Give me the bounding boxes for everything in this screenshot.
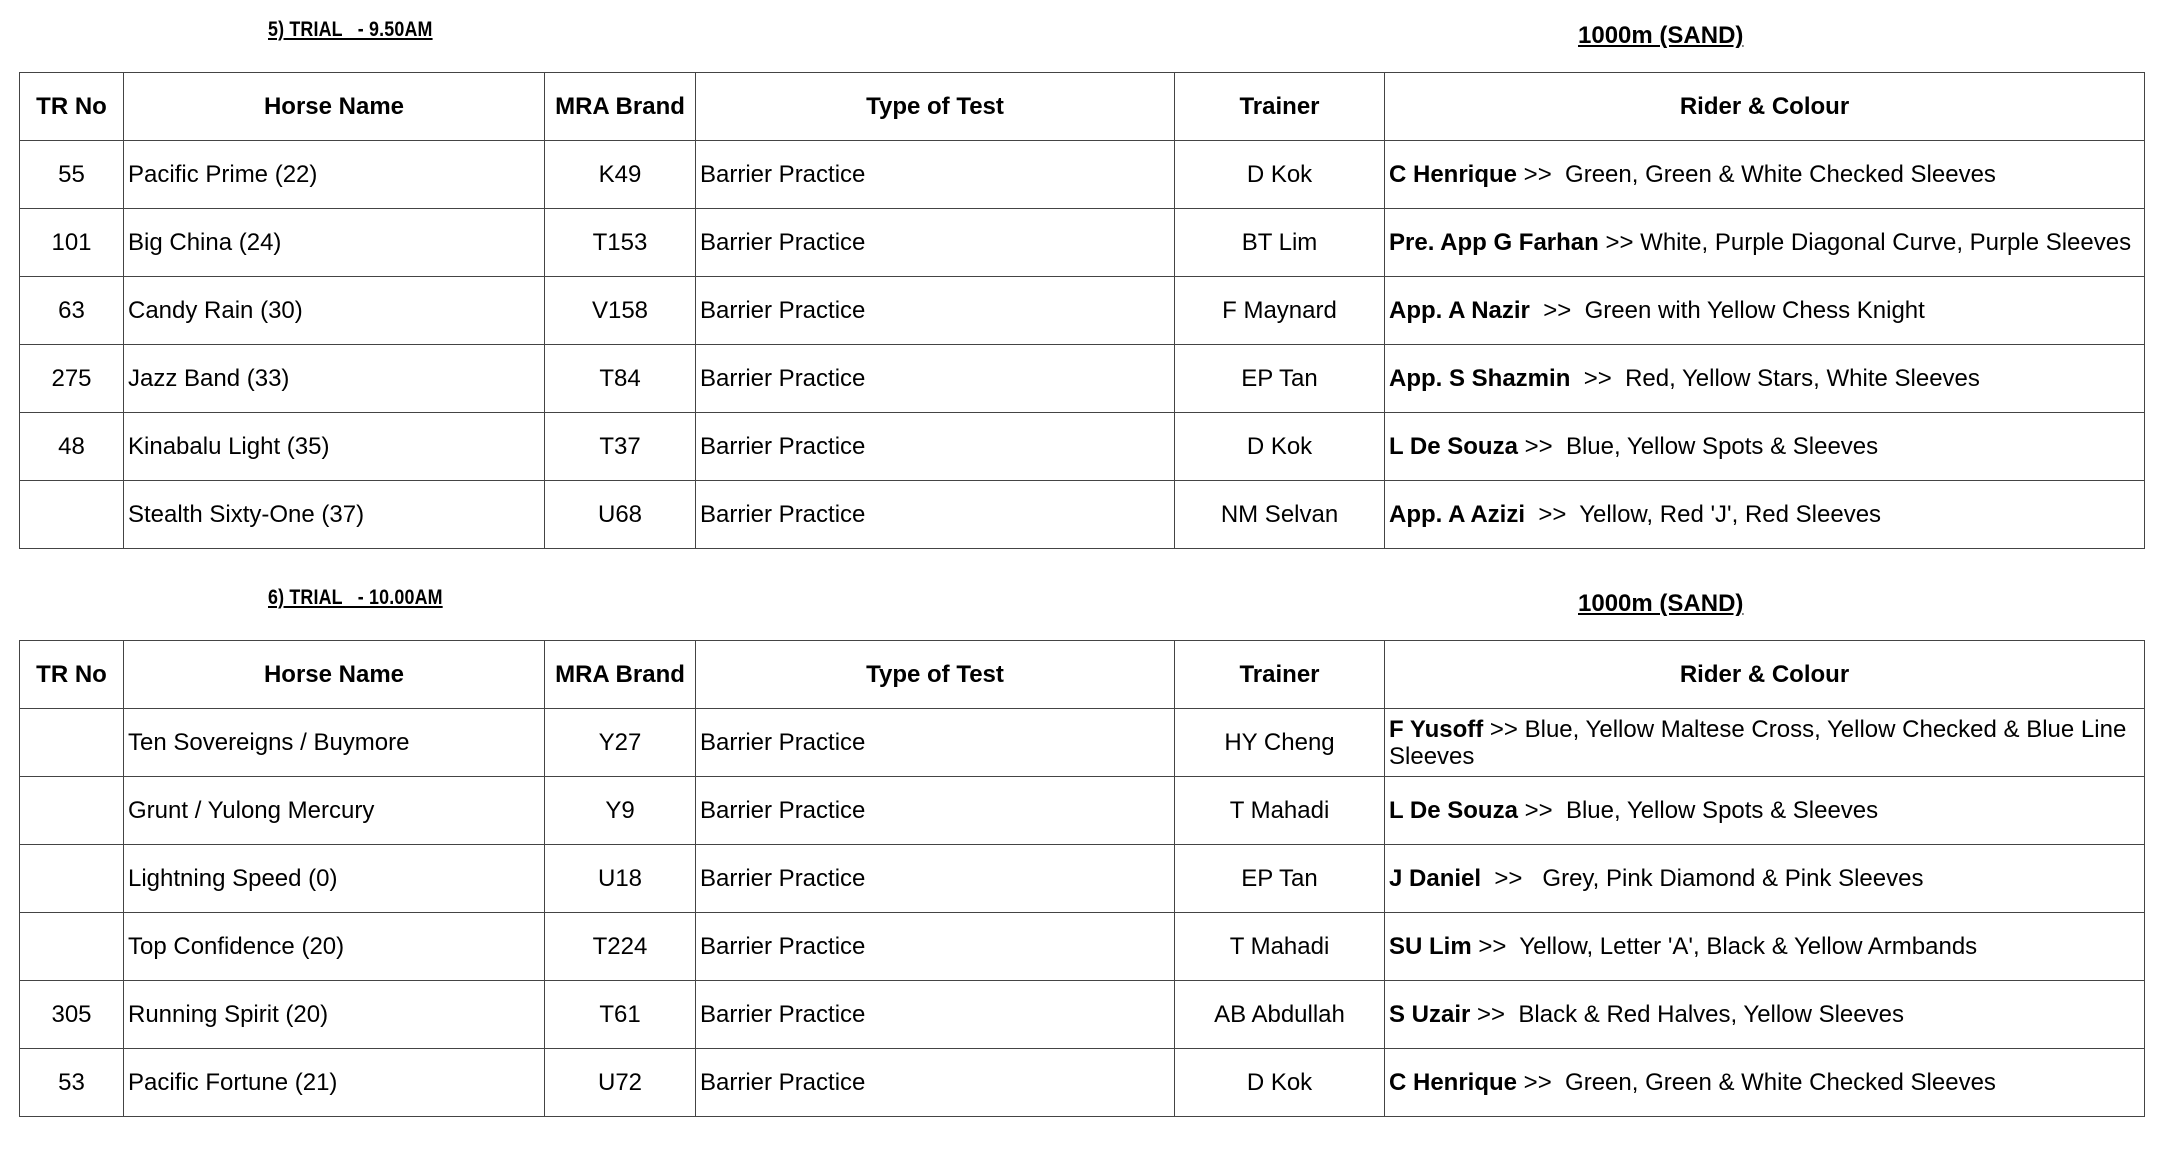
mra-brand-cell: Y9 bbox=[545, 777, 696, 845]
rider-colour-header: Rider & Colour bbox=[1385, 641, 2145, 709]
horse-name-cell: Ten Sovereigns / Buymore bbox=[124, 709, 545, 777]
trainer-cell: T Mahadi bbox=[1175, 777, 1385, 845]
rider-name: C Henrique bbox=[1389, 1069, 1518, 1096]
tr-no-cell bbox=[20, 709, 124, 777]
table-row bbox=[20, 141, 2145, 209]
mra-brand-cell: U68 bbox=[545, 481, 696, 549]
mra-brand-cell: V158 bbox=[545, 277, 696, 345]
horse-name-cell: Stealth Sixty-One (37) bbox=[124, 481, 545, 549]
rider-name: App. A Nazir bbox=[1389, 297, 1530, 324]
table-row bbox=[20, 209, 2145, 277]
trainer-cell: BT Lim bbox=[1175, 209, 1385, 277]
table-row bbox=[20, 981, 2145, 1049]
horse-name-cell: Kinabalu Light (35) bbox=[124, 413, 545, 481]
tr-no-cell bbox=[20, 845, 124, 913]
rider-colour-cell bbox=[1385, 277, 2145, 345]
table-row bbox=[20, 1049, 2145, 1117]
mra-brand-header: MRA Brand bbox=[545, 641, 696, 709]
rider-colour-cell bbox=[1385, 845, 2145, 913]
type-of-test-cell: Barrier Practice bbox=[696, 1049, 1175, 1117]
rider-colour-cell bbox=[1385, 413, 2145, 481]
rider-name: F Yusoff bbox=[1389, 715, 1484, 743]
table-header-row bbox=[20, 73, 2145, 141]
trainer-header: Trainer bbox=[1175, 641, 1385, 709]
horse-name-cell: Candy Rain (30) bbox=[124, 277, 545, 345]
trainer-cell: HY Cheng bbox=[1175, 709, 1385, 777]
trainer-cell: F Maynard bbox=[1175, 277, 1385, 345]
tr-no-cell: 55 bbox=[20, 141, 124, 209]
rider-colour-cell bbox=[1385, 141, 2145, 209]
rider-name: C Henrique bbox=[1389, 161, 1518, 188]
tr-no-header: TR No bbox=[20, 641, 124, 709]
horse-name-header: Horse Name bbox=[124, 641, 545, 709]
trial-table bbox=[19, 72, 2145, 549]
tr-no-cell bbox=[20, 777, 124, 845]
horse-name-cell: Pacific Fortune (21) bbox=[124, 1049, 545, 1117]
rider-name: Pre. App G Farhan bbox=[1389, 229, 1599, 256]
horse-name-cell: Pacific Prime (22) bbox=[124, 141, 545, 209]
racing-colours: >> Yellow, Letter 'A', Black & Yellow Armbands bbox=[1471, 933, 1978, 960]
mra-brand-cell: T224 bbox=[545, 913, 696, 981]
type-of-test-cell: Barrier Practice bbox=[696, 777, 1175, 845]
trainer-cell: D Kok bbox=[1175, 1049, 1385, 1117]
horse-name-cell: Top Confidence (20) bbox=[124, 913, 545, 981]
table-row bbox=[20, 345, 2145, 413]
tr-no-cell: 53 bbox=[20, 1049, 124, 1117]
type-of-test-cell: Barrier Practice bbox=[696, 141, 1175, 209]
rider-name: App. A Azizi bbox=[1389, 501, 1525, 528]
horse-name-cell: Running Spirit (20) bbox=[124, 981, 545, 1049]
table-row bbox=[20, 413, 2145, 481]
rider-colour-cell bbox=[1385, 913, 2145, 981]
horse-name-header: Horse Name bbox=[124, 73, 545, 141]
mra-brand-cell: Y27 bbox=[545, 709, 696, 777]
racing-colours: >> Blue, Yellow Spots & Sleeves bbox=[1517, 433, 1879, 460]
horse-name-cell: Grunt / Yulong Mercury bbox=[124, 777, 545, 845]
mra-brand-cell: U72 bbox=[545, 1049, 696, 1117]
type-of-test-cell: Barrier Practice bbox=[696, 913, 1175, 981]
horse-name-cell: Lightning Speed (0) bbox=[124, 845, 545, 913]
type-of-test-cell: Barrier Practice bbox=[696, 277, 1175, 345]
tr-no-cell bbox=[20, 913, 124, 981]
mra-brand-header: MRA Brand bbox=[545, 73, 696, 141]
rider-name: App. S Shazmin bbox=[1389, 365, 1571, 392]
tr-no-cell bbox=[20, 481, 124, 549]
table-row bbox=[20, 709, 2145, 777]
tr-no-cell: 63 bbox=[20, 277, 124, 345]
trainer-cell: D Kok bbox=[1175, 413, 1385, 481]
racing-colours: >> Black & Red Halves, Yellow Sleeves bbox=[1470, 1001, 1904, 1028]
rider-colour-cell bbox=[1385, 709, 2145, 777]
rider-name: L De Souza bbox=[1389, 433, 1518, 460]
rider-colour-cell bbox=[1385, 481, 2145, 549]
type-of-test-cell: Barrier Practice bbox=[696, 209, 1175, 277]
tr-no-cell: 275 bbox=[20, 345, 124, 413]
mra-brand-cell: K49 bbox=[545, 141, 696, 209]
type-of-test-cell: Barrier Practice bbox=[696, 981, 1175, 1049]
rider-name: L De Souza bbox=[1389, 797, 1518, 824]
racing-colours: >> White, Purple Diagonal Curve, Purple Sleeves bbox=[1598, 229, 2132, 256]
table-row bbox=[20, 481, 2145, 549]
trial-title: 6) TRIAL - 10.00AM bbox=[268, 586, 443, 609]
racing-colours: >> Red, Yellow Stars, White Sleeves bbox=[1570, 365, 1980, 392]
rider-colour-cell bbox=[1385, 345, 2145, 413]
horse-name-cell: Jazz Band (33) bbox=[124, 345, 545, 413]
type-of-test-header: Type of Test bbox=[696, 73, 1175, 141]
racing-colours: >> Yellow, Red 'J', Red Sleeves bbox=[1524, 501, 1882, 528]
tr-no-header: TR No bbox=[20, 73, 124, 141]
racing-colours: >> Green with Yellow Chess Knight bbox=[1529, 297, 1925, 324]
trial-distance: 1000m (SAND) bbox=[1578, 590, 1744, 617]
table-row bbox=[20, 777, 2145, 845]
trainer-cell: NM Selvan bbox=[1175, 481, 1385, 549]
trial-table bbox=[19, 640, 2145, 1117]
type-of-test-cell: Barrier Practice bbox=[696, 345, 1175, 413]
tr-no-cell: 101 bbox=[20, 209, 124, 277]
racing-colours: >> Blue, Yellow Spots & Sleeves bbox=[1517, 797, 1879, 824]
rider-colour-cell bbox=[1385, 777, 2145, 845]
table-header-row bbox=[20, 641, 2145, 709]
racing-colours: >> Green, Green & White Checked Sleeves bbox=[1517, 1069, 1996, 1096]
rider-colour-cell bbox=[1385, 1049, 2145, 1117]
mra-brand-cell: U18 bbox=[545, 845, 696, 913]
type-of-test-header: Type of Test bbox=[696, 641, 1175, 709]
rider-colour-header: Rider & Colour bbox=[1385, 73, 2145, 141]
trainer-cell: EP Tan bbox=[1175, 845, 1385, 913]
racing-colours: >> Green, Green & White Checked Sleeves bbox=[1517, 161, 1996, 188]
mra-brand-cell: T153 bbox=[545, 209, 696, 277]
trial-distance: 1000m (SAND) bbox=[1578, 22, 1744, 49]
trainer-header: Trainer bbox=[1175, 73, 1385, 141]
trial-title: 5) TRIAL - 9.50AM bbox=[268, 18, 433, 41]
trainer-cell: D Kok bbox=[1175, 141, 1385, 209]
trainer-cell: EP Tan bbox=[1175, 345, 1385, 413]
tr-no-cell: 305 bbox=[20, 981, 124, 1049]
type-of-test-cell: Barrier Practice bbox=[696, 413, 1175, 481]
trainer-cell: AB Abdullah bbox=[1175, 981, 1385, 1049]
table-row bbox=[20, 913, 2145, 981]
rider-name: SU Lim bbox=[1389, 933, 1472, 960]
table-row bbox=[20, 277, 2145, 345]
trainer-cell: T Mahadi bbox=[1175, 913, 1385, 981]
mra-brand-cell: T61 bbox=[545, 981, 696, 1049]
rider-colour-cell bbox=[1385, 209, 2145, 277]
type-of-test-cell: Barrier Practice bbox=[696, 709, 1175, 777]
racing-colours: >> Blue, Yellow Maltese Cross, Yellow Checked & Blue Line Sleeves bbox=[1389, 715, 2133, 770]
mra-brand-cell: T37 bbox=[545, 413, 696, 481]
type-of-test-cell: Barrier Practice bbox=[696, 845, 1175, 913]
tr-no-cell: 48 bbox=[20, 413, 124, 481]
rider-name: S Uzair bbox=[1389, 1001, 1471, 1028]
rider-colour-cell bbox=[1385, 981, 2145, 1049]
table-row bbox=[20, 845, 2145, 913]
mra-brand-cell: T84 bbox=[545, 345, 696, 413]
horse-name-cell: Big China (24) bbox=[124, 209, 545, 277]
rider-name: J Daniel bbox=[1389, 865, 1482, 892]
racing-colours: >> Grey, Pink Diamond & Pink Sleeves bbox=[1481, 865, 1924, 892]
type-of-test-cell: Barrier Practice bbox=[696, 481, 1175, 549]
